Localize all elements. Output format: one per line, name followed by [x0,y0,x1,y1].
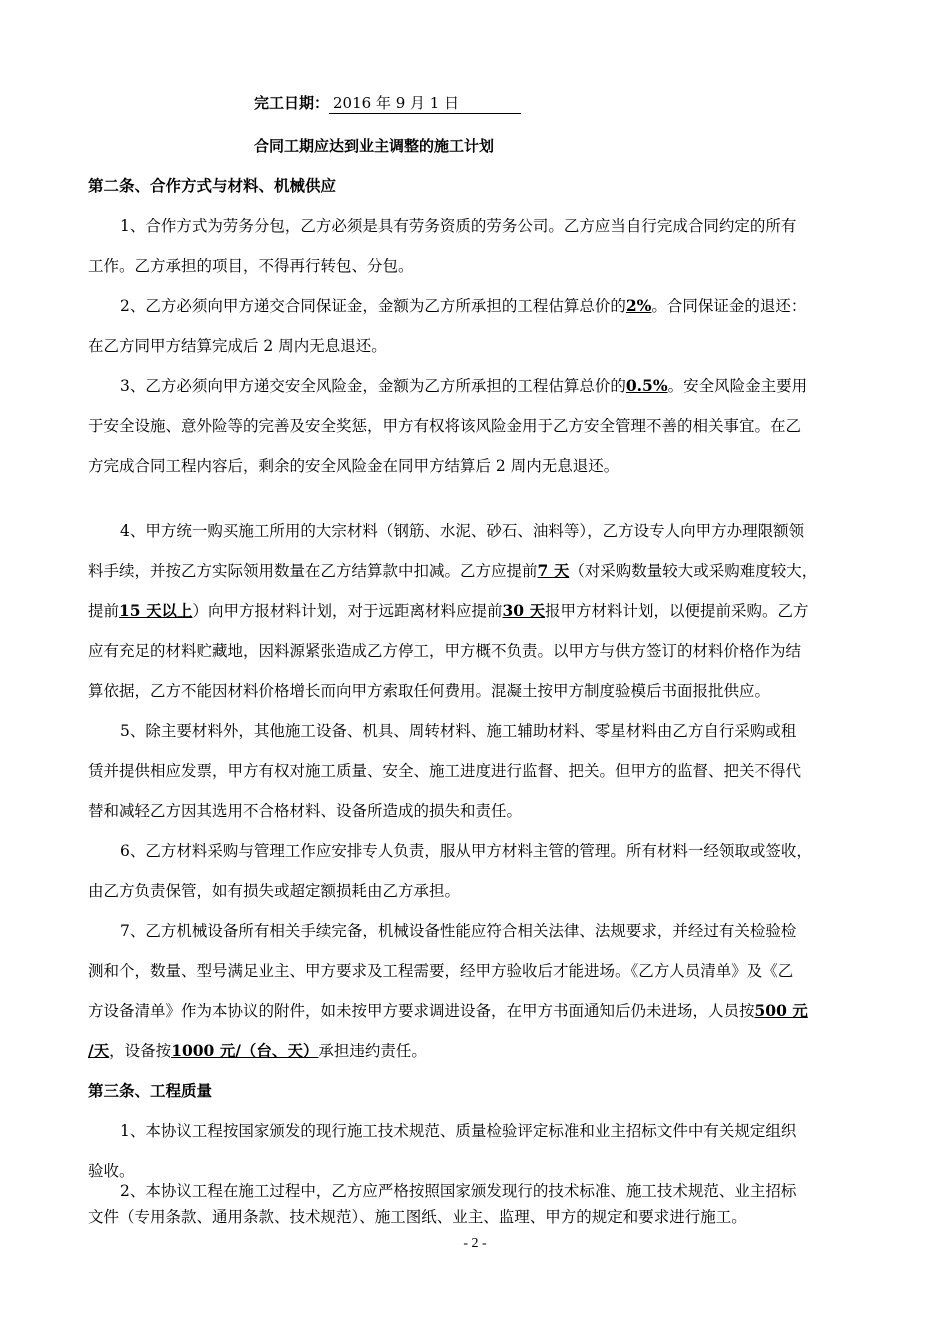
text-run: 2、乙方必须向甲方递交合同保证金，金额为乙方所承担的工程估算总价的 [120,297,626,315]
paragraph-line: 4、甲方统一购买施工所用的大宗材料（钢筋、水泥、砂石、油料等），乙方设专人向甲方办理限额领 [120,522,805,540]
text-run: ）向甲方报材料计划，对于远距离材料应提前 [192,602,503,620]
section-heading-3: 第三条、工程质量 [88,1081,213,1100]
paragraph-line [88,601,808,621]
paragraph-line: 2、本协议工程在施工过程中，乙方应严格按照国家颁发现行的技术标准、施工技术规范、业主招标 [120,1182,797,1200]
text-run: 3、乙方必须向甲方递交安全风险金，金额为乙方所承担的工程估算总价的 [120,377,626,395]
paragraph-line: 测和个，数量、型号满足业主、甲方要求及工程需要，经甲方验收后才能进场。《乙方人员清单》及《乙 [88,962,794,980]
completion-date-label: 完工日期： [254,94,330,112]
paragraph-line [120,296,806,316]
text-run: 料手续，并按乙方实际领用数量在乙方结算款中扣减。乙方应提前 [88,562,538,580]
page-number: - 2 - [463,1236,487,1251]
paragraph-line [120,376,807,396]
penalty-person: 500 元 [754,1001,808,1020]
paragraph-line: 1、本协议工程按国家颁发的现行施工技术规范、质量检验评定标准和业主招标文件中有关规定组织 [120,1122,797,1140]
text-run: 。安全风险金主要用 [667,377,808,395]
completion-date [254,92,521,114]
text-run: 。合同保证金的退还： [651,297,807,315]
paragraph-line: 算依据，乙方不能因材料价格增长而向甲方索取任何费用。混凝土按甲方制度验模后书面报批供应。 [88,682,771,700]
paragraph-line: 1、合作方式为劳务分包，乙方必须是具有劳务资质的劳务公司。乙方应当自行完成合同约定的所有 [120,217,797,235]
paragraph-line: 由乙方负责保管，如有损失或超定额损耗由乙方承担。 [88,882,461,900]
paragraph-line: 在乙方同甲方结算完成后 2 周内无息退还。 [88,337,387,355]
text-run: ，设备按 [109,1042,172,1060]
risk-percentage: 0.5% [625,376,668,395]
paragraph-line: 7、乙方机械设备所有相关手续完备，机械设备性能应符合相关法律、法规要求，并经过有关检验检 [120,922,797,940]
text-run: （对采购数量较大或采购难度较大， [569,562,818,580]
paragraph-line: 工作。乙方承担的项目，不得再行转包、分包。 [88,257,414,275]
text-run: 承担违约责任。 [318,1042,427,1060]
paragraph-line: 文件（专用条款、通用条款、技术规范）、施工图纸、业主、监理、甲方的规定和要求进行施工。 [88,1208,747,1226]
paragraph-line: 替和减轻乙方因其选用不合格材料、设备所造成的损失和责任。 [88,802,523,820]
lead-days: 7 天 [537,561,570,580]
completion-date-value: 2016 年 9 月 1 日 [329,92,521,114]
paragraph-line: 验收。 [88,1162,135,1180]
bond-percentage: 2% [625,296,652,315]
paragraph-line: 赁并提供相应发票，甲方有权对施工质量、安全、施工进度进行监督、把关。但甲方的监督、把关不得代 [88,762,802,780]
section-heading-2: 第二条、合作方式与材料、机械供应 [88,176,337,195]
paragraph-line [88,1001,808,1021]
paragraph-line: 应有充足的材料贮藏地，因料源紧张造成乙方停工，甲方概不负责。以甲方与供方签订的材料价格作为结 [88,642,802,660]
paragraph-line: 于安全设施、意外险等的完善及安全奖惩，甲方有权将该风险金用于乙方安全管理不善的相关事宜。在乙 [88,417,802,435]
paragraph-line: 6、乙方材料采购与管理工作应安排专人负责，服从甲方材料主管的管理。所有材料一经领取或签收， [120,842,812,860]
lead-days-remote: 30 天 [502,601,545,620]
lead-days-large: 15 天以上 [119,601,193,620]
paragraph-line [88,1041,427,1061]
text-run: 提前 [88,602,120,620]
penalty-person-unit: /天 [88,1041,110,1060]
paragraph-line: 5、除主要材料外，其他施工设备、机具、周转材料、施工辅助材料、零星材料由乙方自行采购或租 [120,722,797,740]
paragraph-line: 方完成合同工程内容后，剩余的安全风险金在同甲方结算后 2 周内无息退还。 [88,457,620,475]
text-run: 报甲方材料计划，以便提前采购。乙方 [544,602,809,620]
penalty-equipment: 1000 元/（台、天） [171,1041,319,1060]
paragraph-line [88,561,817,581]
text-run: 方设备清单》作为本协议的附件，如未按甲方要求调进设备，在甲方书面通知后仍未进场，人员按 [88,1002,755,1020]
schedule-note: 合同工期应达到业主调整的施工计划 [254,137,495,155]
